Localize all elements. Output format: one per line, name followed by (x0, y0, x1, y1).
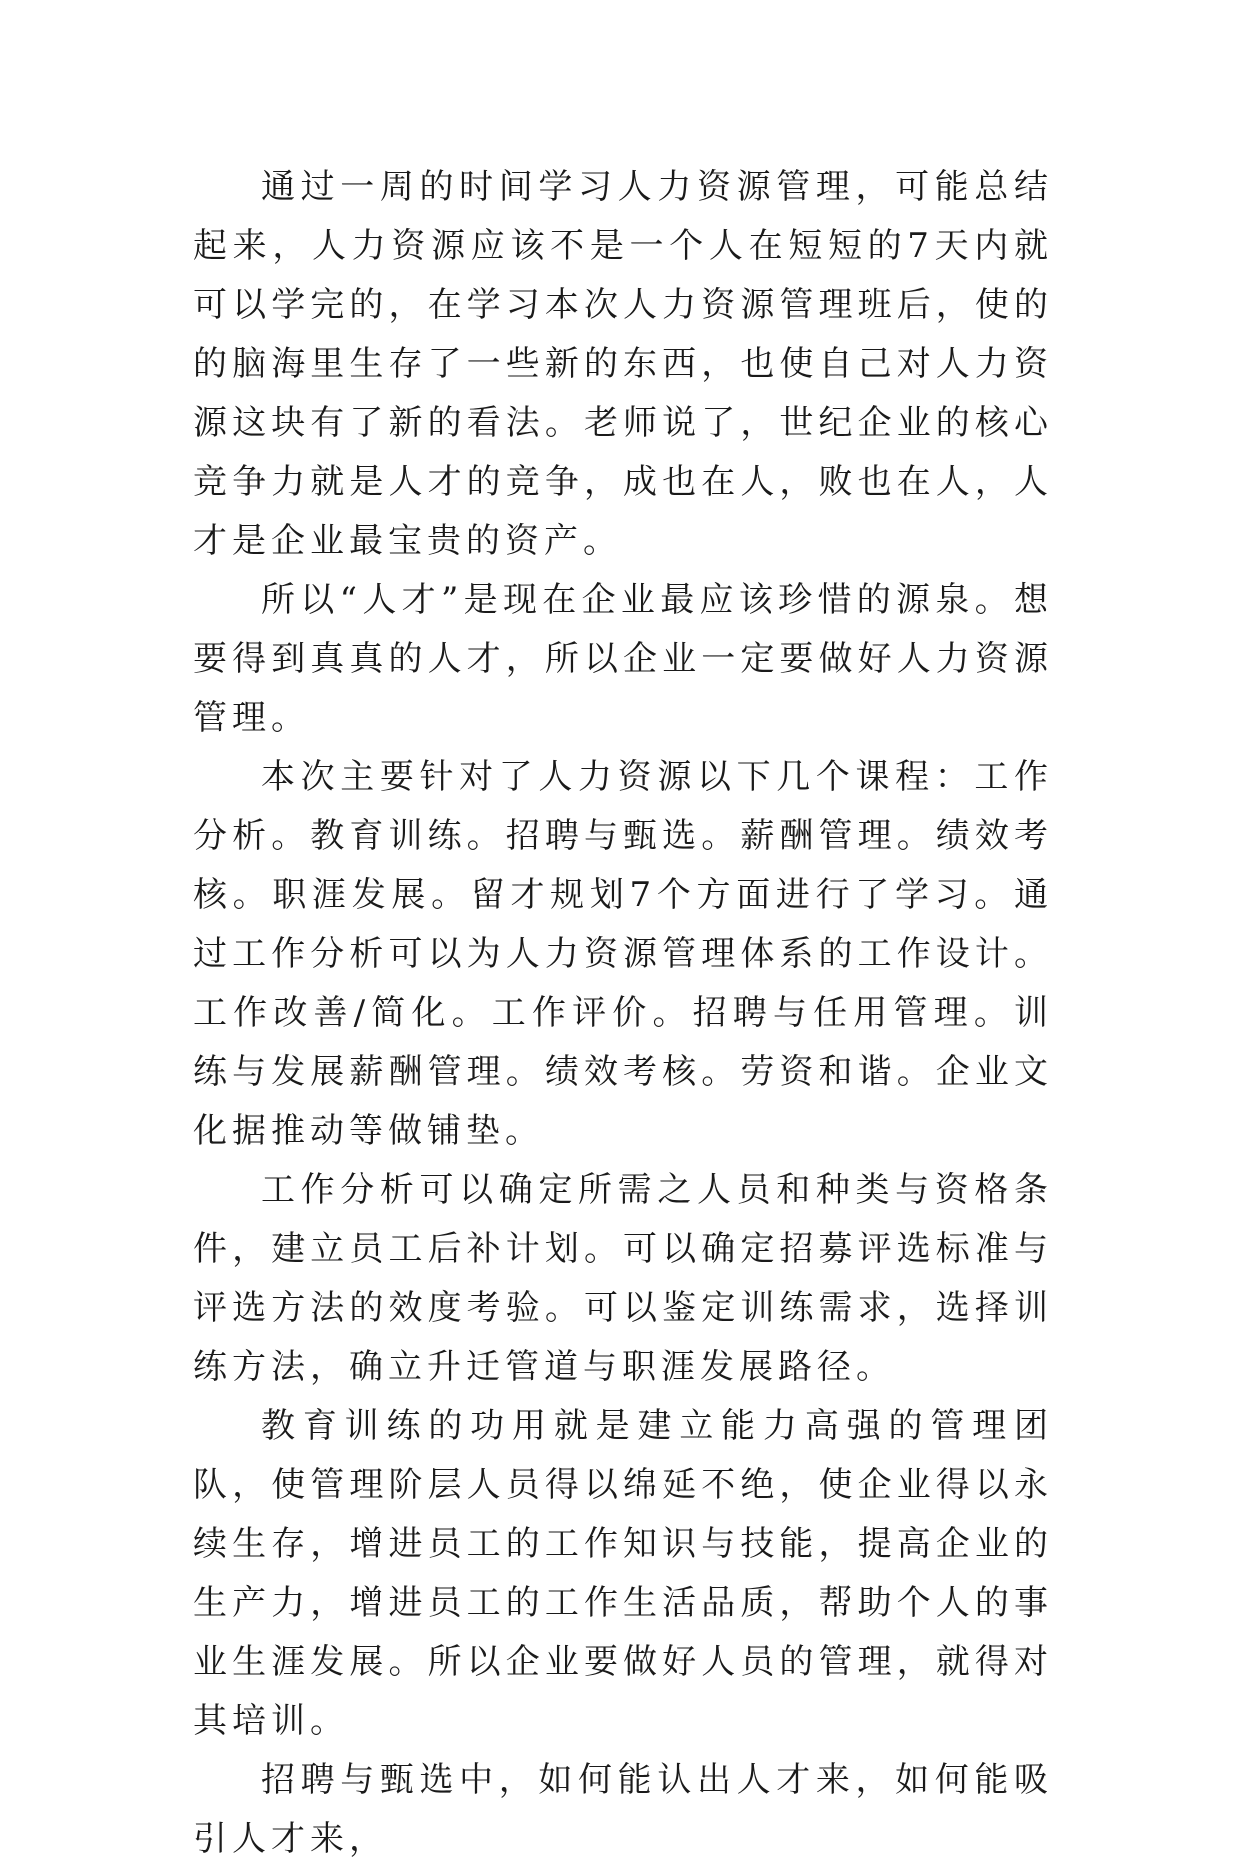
paragraph: 教育训练的功用就是建立能力高强的管理团队，使管理阶层人员得以绵延不绝，使企业得以永续生存，增进员工的工作知识与技能，提高企业的生产力，增进员工的工作生活品质，帮助个人的事业生涯发展。所以企业要做好人员的管理，就得对其培训。 (193, 1406, 1053, 1741)
paragraph: 所以“人才”是现在企业最应该珍惜的源泉。想要得到真真的人才，所以企业一定要做好人力资源管理。 (193, 580, 1053, 738)
paragraph: 工作分析可以确定所需之人员和种类与资格条件，建立员工后补计划。可以确定招募评选标准与评选方法的效度考验。可以鉴定训练需求，选择训练方法，确立升迁管道与职涯发展路径。 (193, 1170, 1053, 1387)
paragraph: 通过一周的时间学习人力资源管理，可能总结起来，人力资源应该不是一个人在短短的7天内就可以学完的，在学习本次人力资源管理班后，使的的脑海里生存了一些新的东西，也使自己对人力资源这块有了新的看法。老师说了，世纪企业的核心竞争力就是人才的竞争，成也在人，败也在人，人才是企业最宝贵的资产。 (193, 167, 1053, 561)
paragraph: 本次主要针对了人力资源以下几个课程：工作分析。教育训练。招聘与甄选。薪酬管理。绩效考核。职涯发展。留才规划7个方面进行了学习。通过工作分析可以为人力资源管理体系的工作设计。工作改善/简化。工作评价。招聘与任用管理。训练与发展薪酬管理。绩效考核。劳资和谐。企业文化据推动等做铺垫。 (193, 757, 1053, 1151)
paragraph: 招聘与甄选中，如何能认出人才来，如何能吸引人才来， (193, 1760, 1053, 1859)
document-body (193, 158, 1053, 1869)
